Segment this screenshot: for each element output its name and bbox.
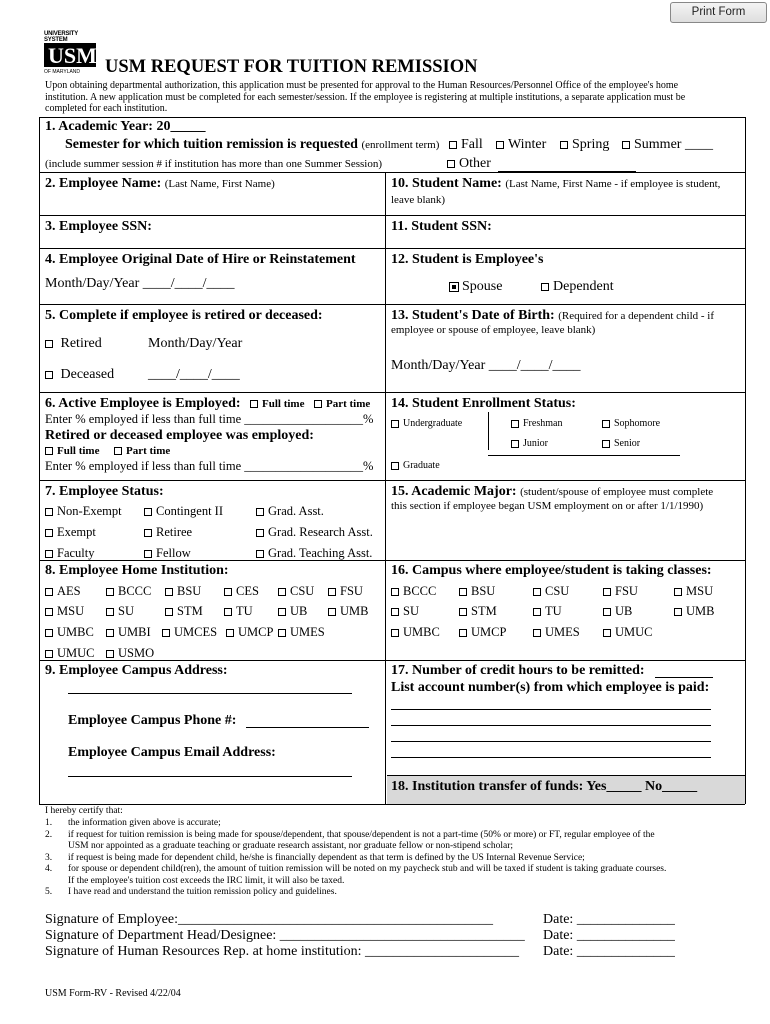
checkbox-icon bbox=[45, 550, 53, 558]
status-option[interactable] bbox=[45, 525, 96, 540]
status-deceased-label: Deceased bbox=[60, 367, 115, 382]
checkbox-icon bbox=[533, 588, 541, 596]
institution-option-label: UMBC bbox=[403, 625, 440, 639]
checkbox-icon bbox=[144, 508, 152, 516]
enroll-junior[interactable] bbox=[511, 438, 548, 449]
institution-option-label: SU bbox=[403, 604, 419, 618]
dept-head-signature-field[interactable]: Signature of Department Head/Designee: ___________________________________ bbox=[45, 928, 525, 943]
active-full-time-label: Full time bbox=[262, 398, 305, 410]
certify-item-text: for spouse or dependent child(ren), the amount of tuition remission will be noted on my paycheck stub and will be taxed if student is taking graduate courses. bbox=[68, 864, 667, 874]
certify-item-text: If the employee's tuition cost exceeds the IRC limit, it will also be taxed. bbox=[68, 875, 345, 886]
checkbox-icon bbox=[449, 141, 457, 149]
employee-status-label: 7. Employee Status: bbox=[45, 484, 164, 499]
institution-option-label: UMBI bbox=[118, 625, 151, 639]
status-option-label: Grad. Asst. bbox=[268, 504, 324, 518]
checkbox-icon bbox=[533, 608, 541, 616]
checkbox-icon bbox=[391, 588, 399, 596]
enroll-graduate-label: Graduate bbox=[403, 460, 440, 471]
institution-option[interactable] bbox=[106, 646, 154, 661]
relation-dependent[interactable] bbox=[541, 279, 614, 295]
checkbox-icon bbox=[602, 440, 610, 448]
checkbox-icon bbox=[144, 529, 152, 537]
student-dob-label bbox=[391, 308, 714, 324]
institution-option[interactable] bbox=[226, 625, 273, 640]
status-option[interactable] bbox=[45, 504, 122, 519]
summer-note: (include summer session # if institution has more than one Summer Session) bbox=[45, 158, 382, 170]
logo-mark bbox=[44, 43, 96, 67]
institution-option-label: UB bbox=[290, 604, 308, 618]
checkbox-icon bbox=[278, 608, 286, 616]
active-full-time[interactable] bbox=[250, 398, 304, 410]
institution-option[interactable] bbox=[328, 604, 368, 619]
checkbox-icon bbox=[314, 400, 322, 408]
certify-item-number: 3. bbox=[45, 852, 53, 863]
home-institution-label: 8. Employee Home Institution: bbox=[45, 563, 229, 578]
institution-option[interactable] bbox=[533, 625, 580, 640]
status-option-label: Grad. Research Asst. bbox=[268, 525, 373, 539]
status-retired-label: Retired bbox=[60, 336, 102, 351]
status-option[interactable] bbox=[144, 504, 223, 519]
institution-option[interactable] bbox=[45, 604, 84, 619]
checkbox-icon bbox=[391, 420, 399, 428]
campus-address-label: 9. Employee Campus Address: bbox=[45, 663, 228, 678]
active-percent-field[interactable]: Enter % employed if less than full time ___________________% bbox=[45, 412, 374, 426]
svg-text:USM: USM bbox=[48, 43, 96, 67]
student-dob-hint-2: employee or spouse of employee, leave blank) bbox=[391, 324, 596, 336]
enroll-graduate[interactable] bbox=[391, 460, 440, 471]
enroll-senior-label: Senior bbox=[614, 438, 641, 449]
retired-employed-label: Retired or deceased employee was employed: bbox=[45, 428, 314, 443]
account-numbers-label: List account number(s) from which employee is paid: bbox=[391, 680, 710, 695]
institution-option[interactable] bbox=[533, 584, 569, 599]
institution-option-label: CES bbox=[236, 584, 259, 598]
enroll-sophomore-label: Sophomore bbox=[614, 418, 661, 429]
checkbox-icon bbox=[328, 588, 336, 596]
checkbox-icon bbox=[114, 447, 122, 455]
institution-option-label: UMCP bbox=[471, 625, 507, 639]
student-ssn-field[interactable]: 11. Student SSN: bbox=[391, 219, 492, 234]
checkbox-icon bbox=[250, 400, 258, 408]
certify-item-number: 4. bbox=[45, 864, 53, 874]
student-name-hint-2: leave blank) bbox=[391, 194, 446, 206]
checkbox-icon bbox=[278, 588, 286, 596]
institution-option[interactable] bbox=[533, 604, 562, 619]
institution-option-label: FSU bbox=[340, 584, 363, 598]
academic-major-field[interactable] bbox=[391, 484, 713, 500]
checkbox-icon bbox=[45, 608, 53, 616]
term-fall-label: Fall bbox=[461, 137, 483, 152]
enroll-junior-label: Junior bbox=[523, 438, 548, 449]
employee-date-field[interactable]: Date: ______________ bbox=[543, 912, 675, 927]
status-option[interactable] bbox=[144, 546, 191, 561]
certify-item-text: I have read and understand the tuition remission policy and guidelines. bbox=[68, 887, 337, 897]
institution-option-label: UMCES bbox=[174, 625, 218, 639]
institution-option-label: MSU bbox=[57, 604, 85, 618]
hr-date-field[interactable]: Date: ______________ bbox=[543, 944, 675, 959]
checkbox-icon bbox=[45, 588, 53, 596]
logo-top-text: UNIVERSITY SYSTEM bbox=[44, 31, 78, 43]
status-deceased[interactable] bbox=[45, 367, 114, 383]
form-title: USM REQUEST FOR TUITION REMISSION bbox=[105, 57, 478, 77]
checkbox-icon bbox=[278, 629, 286, 637]
account-line[interactable] bbox=[391, 757, 711, 758]
institution-option[interactable] bbox=[674, 604, 714, 619]
institution-option-label: USMO bbox=[118, 646, 155, 660]
institution-option-label: STM bbox=[471, 604, 497, 618]
checkbox-icon bbox=[162, 629, 170, 637]
enroll-sophomore[interactable] bbox=[602, 418, 660, 429]
institution-option[interactable] bbox=[391, 625, 440, 640]
term-other[interactable] bbox=[447, 156, 491, 172]
checkbox-icon bbox=[165, 588, 173, 596]
status-option-label: Non-Exempt bbox=[57, 504, 122, 518]
checkbox-icon bbox=[45, 340, 53, 348]
checkbox-icon bbox=[106, 588, 114, 596]
institution-option-label: UMUC bbox=[615, 625, 653, 639]
retired-percent-field[interactable]: Enter % employed if less than full time ___________________% bbox=[45, 459, 374, 473]
checkbox-icon bbox=[603, 629, 611, 637]
checked-box-icon bbox=[449, 282, 459, 292]
institution-option-label: SU bbox=[118, 604, 134, 618]
semester-label: Semester for which tuition remission is requested bbox=[65, 137, 358, 152]
checkbox-icon bbox=[106, 608, 114, 616]
status-option[interactable] bbox=[45, 546, 95, 561]
institution-option[interactable] bbox=[459, 584, 495, 599]
status-option-label: Fellow bbox=[156, 546, 191, 560]
institution-option[interactable] bbox=[391, 584, 436, 599]
account-line[interactable] bbox=[391, 709, 711, 710]
checkbox-icon bbox=[256, 508, 264, 516]
enroll-freshman-label: Freshman bbox=[523, 418, 563, 429]
active-part-time[interactable] bbox=[314, 398, 370, 410]
status-option[interactable] bbox=[144, 525, 192, 540]
institution-option[interactable] bbox=[165, 604, 203, 619]
checkbox-icon bbox=[447, 160, 455, 168]
active-employed-label: 6. Active Employee is Employed: bbox=[45, 396, 241, 411]
campus-phone-line[interactable] bbox=[246, 727, 369, 728]
status-retired[interactable] bbox=[45, 336, 102, 352]
institution-option[interactable] bbox=[328, 584, 363, 599]
checkbox-icon bbox=[459, 608, 467, 616]
status-option-label: Contingent II bbox=[156, 504, 224, 518]
credit-hours-line[interactable] bbox=[655, 677, 713, 678]
student-name-field[interactable] bbox=[391, 176, 720, 192]
retired-full-time[interactable] bbox=[45, 445, 99, 457]
student-dob-hint: (Required for a dependent child - if bbox=[558, 310, 715, 322]
intro-text: Upon obtaining departmental authorization, this application must be presented for approval to the Human Resources/Personnel Office of the employee's home institution. A new application must be completed for each semester/session. If the employee is registering at multiple institutions, a separate application must be completed for each institution. bbox=[45, 80, 686, 114]
institution-option[interactable] bbox=[603, 604, 632, 619]
checkbox-icon bbox=[560, 141, 568, 149]
retired-date-field[interactable]: ____/____/____ bbox=[148, 367, 240, 382]
checkbox-icon bbox=[391, 608, 399, 616]
checkbox-icon bbox=[144, 550, 152, 558]
credit-hours-label: 17. Number of credit hours to be remitted: bbox=[391, 663, 645, 678]
checkbox-icon bbox=[226, 629, 234, 637]
checkbox-icon bbox=[45, 447, 53, 455]
checkbox-icon bbox=[224, 588, 232, 596]
student-dob-field[interactable]: Month/Day/Year ____/____/____ bbox=[391, 358, 581, 373]
institution-option[interactable] bbox=[45, 625, 94, 640]
term-spring[interactable] bbox=[560, 137, 609, 153]
certify-item-text: if request is being made for dependent child, he/she is financially dependent as that term is defined by the US Internal Revenue Service; bbox=[68, 852, 585, 863]
institution-option-label: MSU bbox=[686, 584, 714, 598]
hr-signature-field[interactable]: Signature of Human Resources Rep. at home institution: ______________________ bbox=[45, 944, 520, 959]
enroll-senior[interactable] bbox=[602, 438, 640, 449]
checkbox-icon bbox=[511, 420, 519, 428]
institution-option-label: BCCC bbox=[403, 584, 437, 598]
term-winter[interactable] bbox=[496, 137, 546, 153]
checkbox-icon bbox=[391, 462, 399, 470]
checkbox-icon bbox=[45, 529, 53, 537]
checkbox-icon bbox=[391, 629, 399, 637]
retired-mdy-label: Month/Day/Year bbox=[148, 336, 243, 351]
institution-option-label: TU bbox=[545, 604, 562, 618]
checkbox-icon bbox=[674, 588, 682, 596]
institution-option[interactable] bbox=[106, 604, 134, 619]
certify-item-text: USM nor appointed as a graduate teaching or graduate research assistant, nor graduate fellow or non-stipend scholar; bbox=[68, 841, 514, 851]
usm-logo bbox=[44, 31, 96, 77]
student-relation-label: 12. Student is Employee's bbox=[391, 252, 544, 267]
print-form-button[interactable]: Print Form bbox=[670, 2, 767, 23]
institution-option[interactable] bbox=[45, 646, 95, 661]
checkbox-icon bbox=[106, 629, 114, 637]
academic-year-label: 1. Academic Year: 20_____ bbox=[45, 119, 206, 134]
certify-intro: I hereby certify that: bbox=[45, 806, 123, 816]
academic-major-hint-2: this section if employee began USM employment on or after 1/1/1990) bbox=[391, 500, 704, 512]
certify-item-number: 1. bbox=[45, 818, 53, 828]
campus-email-label: Employee Campus Email Address: bbox=[68, 745, 276, 760]
term-spring-label: Spring bbox=[572, 137, 610, 152]
account-line[interactable] bbox=[391, 725, 711, 726]
checkbox-icon bbox=[459, 629, 467, 637]
institution-option[interactable] bbox=[45, 584, 81, 599]
institution-option-label: UB bbox=[615, 604, 633, 618]
term-other-label: Other bbox=[459, 156, 491, 171]
student-name-label: 10. Student Name: bbox=[391, 176, 502, 191]
checkbox-icon bbox=[224, 608, 232, 616]
institution-option-label: UMCP bbox=[238, 625, 274, 639]
campus-email-line[interactable] bbox=[68, 776, 352, 777]
institution-option-label: FSU bbox=[615, 584, 638, 598]
status-option[interactable] bbox=[256, 525, 373, 540]
retired-part-time-label: Part time bbox=[126, 445, 171, 457]
institution-option[interactable] bbox=[165, 584, 201, 599]
academic-major-hint: (student/spouse of employee must complete bbox=[520, 486, 714, 498]
status-option[interactable] bbox=[256, 546, 372, 561]
enrollment-term-hint: (enrollment term) bbox=[361, 139, 440, 151]
institution-option[interactable] bbox=[459, 604, 497, 619]
checkbox-icon bbox=[328, 608, 336, 616]
checkbox-icon bbox=[106, 650, 114, 658]
checkbox-icon bbox=[165, 608, 173, 616]
certify-item-text: if request for tuition remission is being made for spouse/dependent, that spouse/dependent is not a part-time (50% or more) or FT, regular employee of the bbox=[68, 829, 655, 840]
status-option-label: Grad. Teaching Asst. bbox=[268, 546, 373, 560]
checkbox-icon bbox=[541, 283, 549, 291]
checkbox-icon bbox=[496, 141, 504, 149]
checkbox-icon bbox=[603, 588, 611, 596]
checkbox-icon bbox=[45, 508, 53, 516]
student-dob-title: 13. Student's Date of Birth: bbox=[391, 308, 555, 323]
institution-option-label: BCCC bbox=[118, 584, 152, 598]
checkbox-icon bbox=[256, 550, 264, 558]
checkbox-icon bbox=[602, 420, 610, 428]
enroll-undergraduate[interactable] bbox=[391, 418, 462, 429]
campus-label: 16. Campus where employee/student is taking classes: bbox=[391, 563, 712, 578]
institution-option-label: STM bbox=[177, 604, 203, 618]
institution-option[interactable] bbox=[224, 604, 253, 619]
relation-spouse-label: Spouse bbox=[462, 279, 503, 294]
checkbox-icon bbox=[256, 529, 264, 537]
institution-option[interactable] bbox=[162, 625, 217, 640]
dept-head-date-field[interactable]: Date: ______________ bbox=[543, 928, 675, 943]
hire-date-label: 4. Employee Original Date of Hire or Reinstatement bbox=[45, 252, 356, 267]
certify-item-number: 2. bbox=[45, 829, 53, 840]
institution-option-label: UMUC bbox=[57, 646, 95, 660]
status-option-label: Retiree bbox=[156, 525, 193, 539]
relation-spouse[interactable] bbox=[449, 279, 502, 295]
institution-option[interactable] bbox=[106, 584, 151, 599]
enroll-freshman[interactable] bbox=[511, 418, 562, 429]
institution-option[interactable] bbox=[224, 584, 259, 599]
relation-dependent-label: Dependent bbox=[553, 279, 614, 294]
employee-name-hint: (Last Name, First Name) bbox=[164, 178, 275, 190]
status-option-label: Exempt bbox=[57, 525, 96, 539]
term-summer[interactable] bbox=[622, 137, 713, 153]
institution-option-label: UMES bbox=[545, 625, 580, 639]
retired-deceased-label: 5. Complete if employee is retired or deceased: bbox=[45, 308, 323, 323]
institution-option[interactable] bbox=[106, 625, 151, 640]
campus-phone-label: Employee Campus Phone #: bbox=[68, 713, 237, 728]
checkbox-icon bbox=[459, 588, 467, 596]
institution-option-label: UMBC bbox=[57, 625, 94, 639]
academic-major-label: 15. Academic Major: bbox=[391, 484, 517, 499]
institution-option[interactable] bbox=[603, 584, 638, 599]
employee-ssn-field[interactable]: 3. Employee SSN: bbox=[45, 219, 152, 234]
checkbox-icon bbox=[533, 629, 541, 637]
checkbox-icon bbox=[622, 141, 630, 149]
institution-option-label: CSU bbox=[290, 584, 315, 598]
institution-option-label: BSU bbox=[471, 584, 496, 598]
employee-name-field[interactable] bbox=[45, 176, 275, 192]
account-line[interactable] bbox=[391, 741, 711, 742]
institution-option-label: TU bbox=[236, 604, 253, 618]
institution-option[interactable] bbox=[603, 625, 653, 640]
institution-option-label: BSU bbox=[177, 584, 202, 598]
logo-bottom-text: OF MARYLAND bbox=[44, 69, 81, 75]
active-part-time-label: Part time bbox=[326, 398, 371, 410]
institution-option-label: UMB bbox=[686, 604, 715, 618]
form-revision: USM Form-RV - Revised 4/22/04 bbox=[45, 988, 181, 999]
institution-option[interactable] bbox=[278, 604, 307, 619]
semester-row bbox=[65, 137, 439, 153]
retired-full-time-label: Full time bbox=[57, 445, 100, 457]
employee-signature-field[interactable]: Signature of Employee:_____________________________________________ bbox=[45, 912, 493, 927]
transfer-funds-field[interactable]: 18. Institution transfer of funds: Yes_____ No_____ bbox=[391, 779, 698, 794]
checkbox-icon bbox=[45, 629, 53, 637]
checkbox-icon bbox=[674, 608, 682, 616]
institution-option[interactable] bbox=[278, 625, 325, 640]
term-fall[interactable] bbox=[449, 137, 483, 153]
certify-item-number: 5. bbox=[45, 887, 53, 897]
checkbox-icon bbox=[45, 371, 53, 379]
term-summer-label: Summer ____ bbox=[634, 137, 713, 152]
institution-option-label: UMB bbox=[340, 604, 369, 618]
institution-option-label: UMES bbox=[290, 625, 325, 639]
employee-name-label: 2. Employee Name: bbox=[45, 176, 162, 191]
retired-part-time[interactable] bbox=[114, 445, 170, 457]
institution-option[interactable] bbox=[674, 584, 713, 599]
campus-address-line[interactable] bbox=[68, 693, 352, 694]
institution-option[interactable] bbox=[391, 604, 419, 619]
checkbox-icon bbox=[45, 650, 53, 658]
institution-option-label: AES bbox=[57, 584, 81, 598]
status-option-label: Faculty bbox=[57, 546, 95, 560]
checkbox-icon bbox=[511, 440, 519, 448]
institution-option[interactable] bbox=[459, 625, 506, 640]
checkbox-icon bbox=[603, 608, 611, 616]
institution-option[interactable] bbox=[278, 584, 314, 599]
enrollment-status-label: 14. Student Enrollment Status: bbox=[391, 396, 576, 411]
student-name-hint: (Last Name, First Name - if employee is student, bbox=[505, 178, 721, 190]
certify-item-text: the information given above is accurate; bbox=[68, 818, 221, 828]
institution-option-label: CSU bbox=[545, 584, 570, 598]
status-option[interactable] bbox=[256, 504, 324, 519]
hire-date-field[interactable]: Month/Day/Year ____/____/____ bbox=[45, 276, 235, 291]
enroll-undergraduate-label: Undergraduate bbox=[403, 418, 463, 429]
term-winter-label: Winter bbox=[508, 137, 547, 152]
